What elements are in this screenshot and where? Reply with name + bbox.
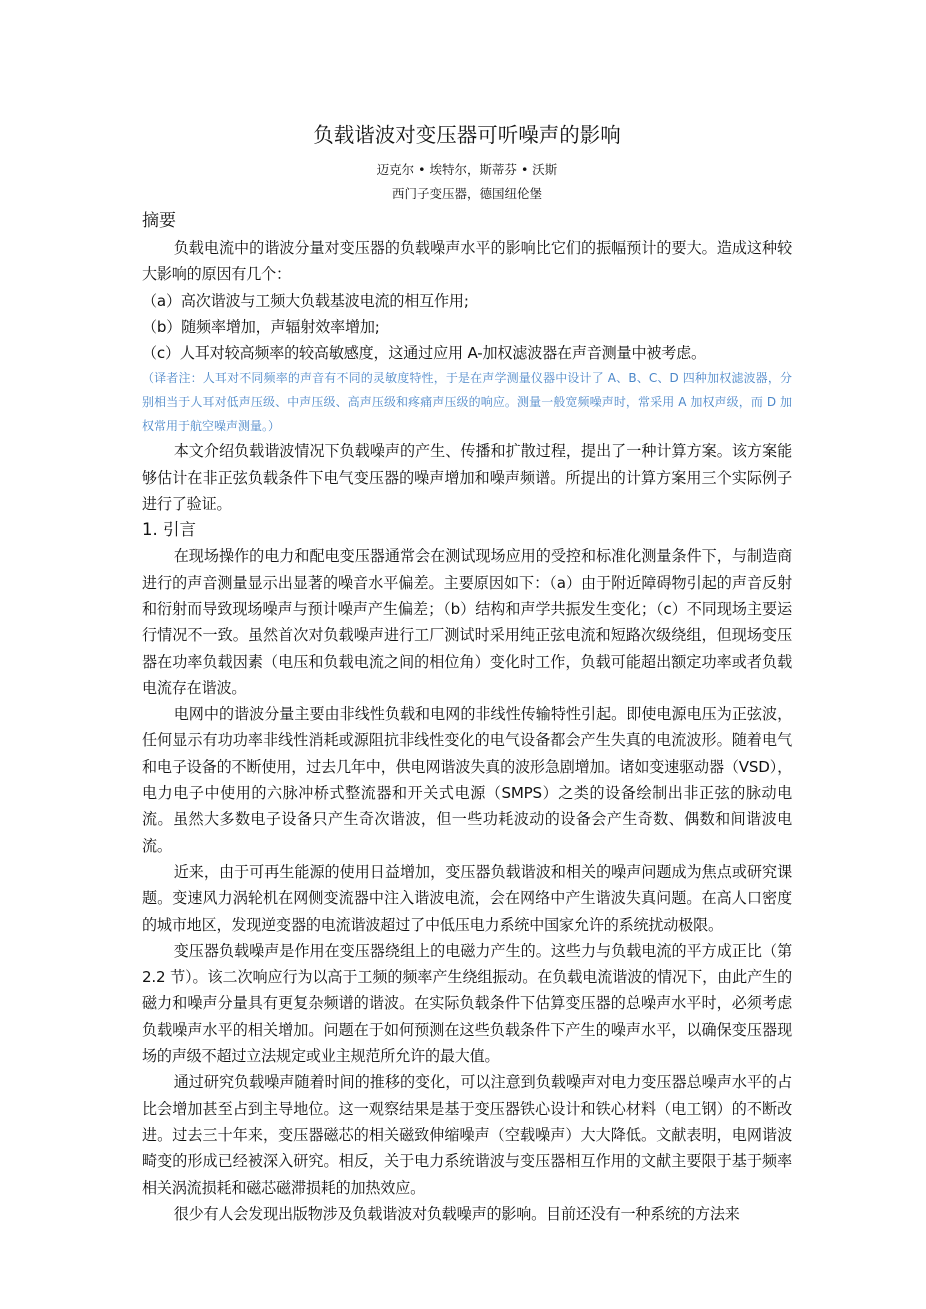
paper-title: 负载谐波对变压器可听噪声的影响 <box>313 123 621 147</box>
abstract-item-a: （a）高次谐波与工频大负载基波电流的相互作用; <box>142 291 469 310</box>
abstract-item-c: （c）人耳对较高频率的较高敏感度，这通过应用 A-加权滤波器在声音测量中被考虑。 <box>142 344 706 363</box>
section-1-heading: 1. 引言 <box>142 520 196 540</box>
abstract-summary: 本文介绍负载谐波情况下负载噪声的产生、传播和扩散过程，提出了一种计算方案。该方案能够估计在非正弦负载条件下电气变压器的噪声增加和噪声频谱。所提出的计算方案用三个实际例子进行了验证。 <box>142 442 792 514</box>
section-1-paragraph-5: 通过研究负载噪声随着时间的推移的变化，可以注意到负载噪声对电力变压器总噪声水平的占比会增加甚至占到主导地位。这一观察结果是基于变压器铁心设计和铁心材料（电工钢）的不断改进。过去三十年来，变压器磁芯的相关磁致伸缩噪声（空载噪声）大大降低。文献表明，电网谐波畸变的形成已经被深入研究。相反，关于电力系统谐波与变压器相互作用的文献主要限于基于频率相关涡流损耗和磁芯磁滞损耗的加热效应。 <box>142 1073 792 1197</box>
abstract-heading: 摘要 <box>142 211 176 231</box>
paper-affiliation: 西门子变压器，德国纽伦堡 <box>391 186 542 201</box>
abstract-item-b: （b）随频率增加，声辐射效率增加; <box>142 317 380 336</box>
section-1-paragraph-3: 近来，由于可再生能源的使用日益增加，变压器负载谐波和相关的噪声问题成为焦点或研究课题。变速风力涡轮机在网侧变流器中注入谐波电流，会在网络中产生谐波失真问题。在高人口密度的城市地区，发现逆变器的电流谐波超过了中低压电力系统中国家允许的系统扰动极限。 <box>142 862 792 934</box>
section-1-paragraph-4: 变压器负载噪声是作用在变压器绕组上的电磁力产生的。这些力与负载电流的平方成正比（第 2.2 节）。该二次响应行为以高于工频的频率产生绕组振动。在负载电流谐波的情况下，由此产生的磁力和噪声分量具有更复杂频谱的谐波。在实际负载条件下估算变压器的总噪声水平时，必须考虑负载噪声水平的相关增加。问题在于如何预测在这些负载条件下产生的噪声水平，以确保变压器现场的声级不超过立法规定或业主规范所允许的最大值。 <box>142 941 792 1066</box>
section-1-paragraph-1: 在现场操作的电力和配电变压器通常会在测试现场应用的受控和标准化测量条件下，与制造商进行的声音测量显示出显著的噪音水平偏差。主要原因如下：（a）由于附近障碍物引起的声音反射和衍射而导致现场噪声与预计噪声产生偏差；（b）结构和声学共振发生变化；（c）不同现场主要运行情况不一致。虽然首次对负载噪声进行工厂测试时采用纯正弦电流和短路次级绕组，但现场变压器在功率负载因素（电压和负载电流之间的相位角）变化时工作，负载可能超出额定功率或者负载电流存在谐波。 <box>142 547 792 697</box>
section-1-paragraph-6: 很少有人会发现出版物涉及负载谐波对负载噪声的影响。目前还没有一种系统的方法来 <box>173 1204 740 1223</box>
translator-note: （译者注：人耳对不同频率的声音有不同的灵敏度特性，于是在声学测量仪器中设计了 A、B、C、D 四种加权滤波器，分别相当于人耳对低声压级、中声压级、高声压级和疼痛声压级的响应。测量一般宽频噪声时，常采用 A 加权声级，而 D 加权常用于航空噪声测量。） <box>142 371 792 434</box>
paper-authors: 迈克尔 • 埃特尔，斯蒂芬 • 沃斯 <box>376 162 558 177</box>
abstract-intro: 负载电流中的谐波分量对变压器的负载噪声水平的影响比它们的振幅预计的要大。造成这种较大影响的原因有几个： <box>142 239 792 284</box>
section-1-paragraph-2: 电网中的谐波分量主要由非线性负载和电网的非线性传输特性引起。即使电源电压为正弦波，任何显示有功功率非线性消耗或源阻抗非线性变化的电气设备都会产生失真的电流波形。随着电气和电子设备的不断使用，过去几年中，供电网谐波失真的波形急剧增加。诸如变速驱动器（VSD），电力电子中使用的六脉冲桥式整流器和开关式电源（SMPS）之类的设备绘制出非正弦的脉动电流。虽然大多数电子设备只产生奇次谐波，但一些功耗波动的设备会产生奇数、偶数和间谐波电流。 <box>142 705 792 855</box>
